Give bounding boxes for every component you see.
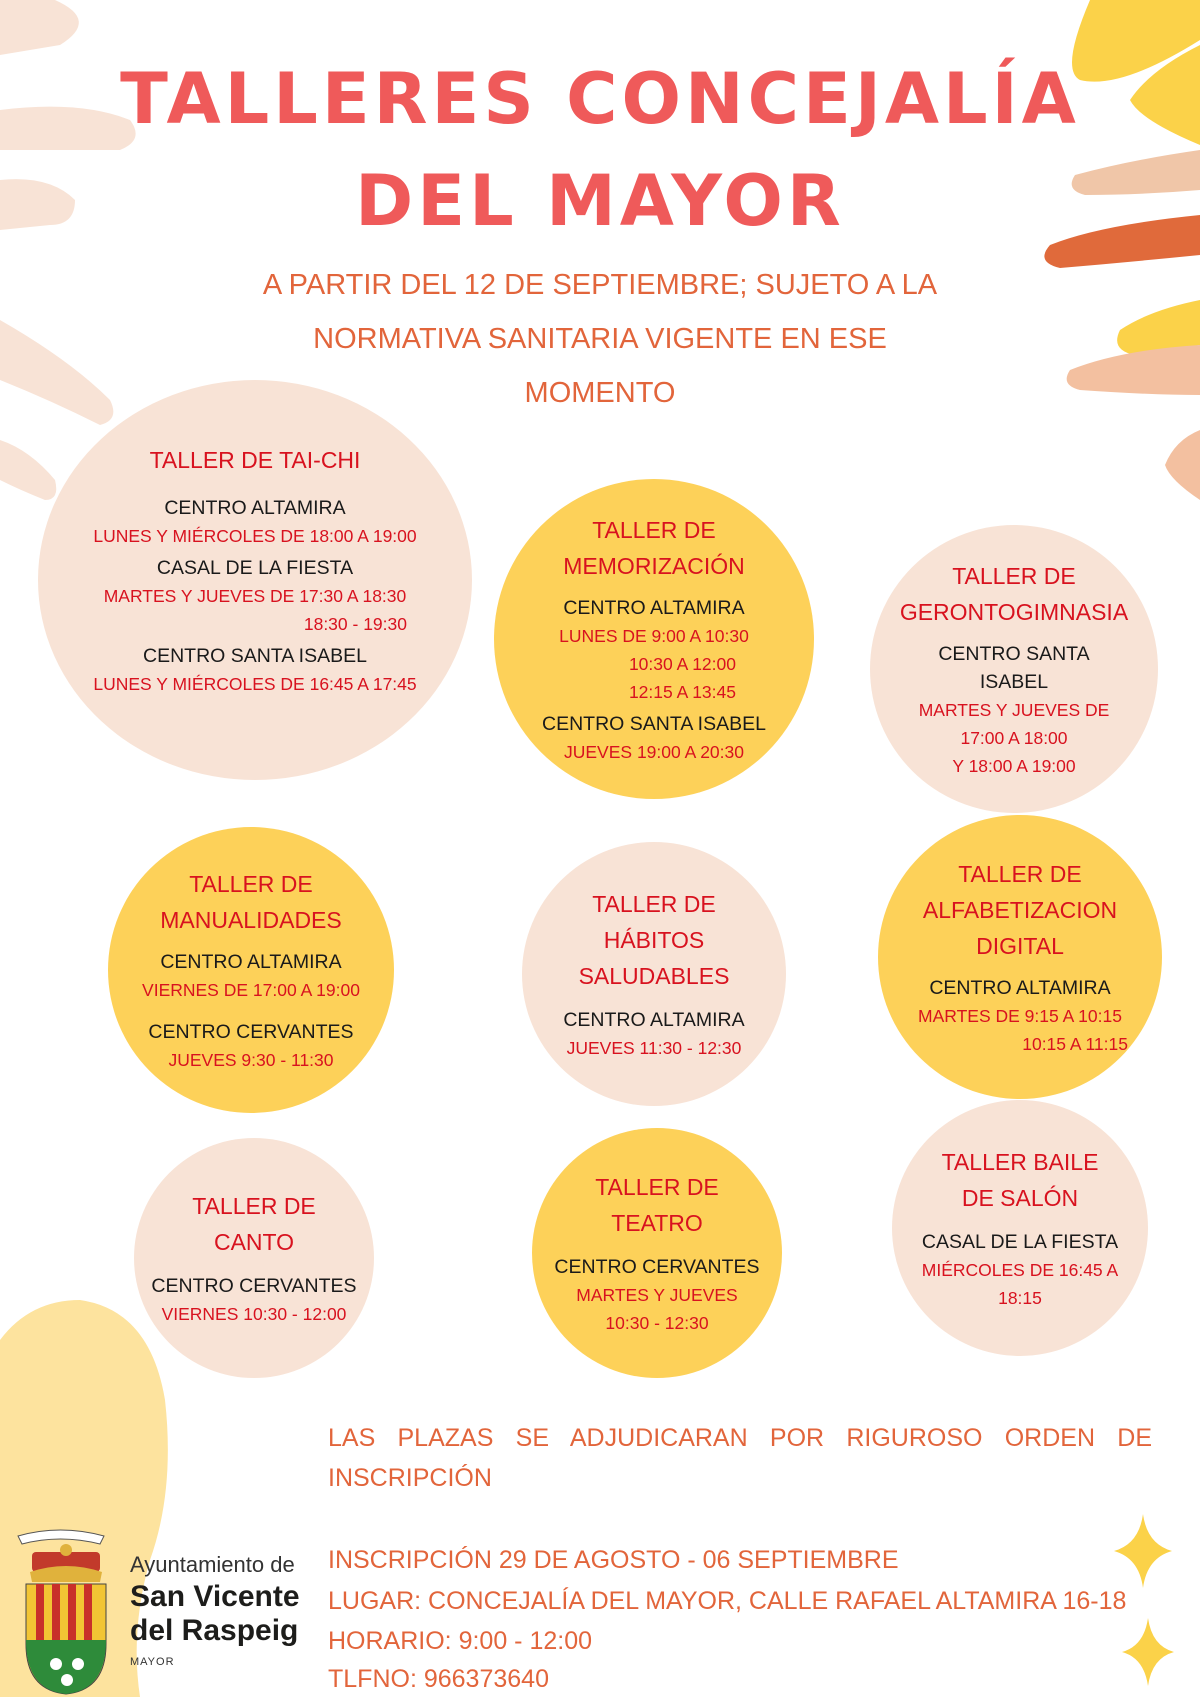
workshop-time: 12:15 A 13:45 xyxy=(628,682,736,702)
workshop-title-line: SALUDABLES xyxy=(578,963,730,989)
subtitle-line2: NORMATIVA SANITARIA VIGENTE EN ESE xyxy=(313,323,887,355)
inscription-dates: INSCRIPCIÓN 29 DE AGOSTO - 06 SEPTIEMBRE xyxy=(328,1546,899,1574)
logo-department: MAYOR xyxy=(130,1656,175,1668)
workshop-time: Y 18:00 A 19:00 xyxy=(952,756,1076,776)
workshop-time: VIERNES DE 17:00 A 19:00 xyxy=(142,980,360,1000)
workshop-title-line: MEMORIZACIÓN xyxy=(563,553,745,579)
workshop-place: CENTRO CERVANTES xyxy=(554,1256,760,1278)
workshop-title xyxy=(563,512,744,584)
workshop-place: CENTRO ALTAMIRA xyxy=(160,951,342,973)
workshop-title-line: TEATRO xyxy=(611,1210,703,1236)
page-title-line2: DEL MAYOR xyxy=(355,160,845,242)
location-info: LUGAR: CONCEJALÍA DEL MAYOR, CALLE RAFAEL ALTAMIRA 16-18 xyxy=(328,1587,1127,1615)
workshop-time: MIÉRCOLES DE 16:45 A xyxy=(921,1260,1119,1280)
workshop-title-line: GERONTOGIMNASIA xyxy=(899,599,1129,625)
workshop-title xyxy=(192,1188,316,1260)
workshop-time: 18:30 - 19:30 xyxy=(303,614,407,634)
workshop-place: CENTRO SANTA ISABEL xyxy=(143,645,367,667)
subtitle-line3: MOMENTO xyxy=(524,377,676,409)
workshop-title-line: DIGITAL xyxy=(976,933,1064,959)
workshop-title: TALLER DE TAI-CHI xyxy=(149,447,361,473)
workshop-title-line: HÁBITOS xyxy=(603,927,705,953)
workshop-habitos-saludables xyxy=(522,842,786,1106)
workshop-title-line: TALLER DE xyxy=(958,861,1082,887)
workshop-place: CENTRO ALTAMIRA xyxy=(929,977,1111,999)
workshop-title xyxy=(900,558,1128,630)
plazas-notice: LAS PLAZAS SE ADJUDICARAN POR RIGUROSO ORDEN DE INSCRIPCIÓN xyxy=(328,1424,1152,1492)
logo-text-line: del Raspeig xyxy=(130,1614,299,1647)
workshop-place: CENTRO CERVANTES xyxy=(151,1275,357,1297)
workshop-time: 10:15 A 11:15 xyxy=(1022,1034,1128,1054)
workshop-taichi xyxy=(38,380,472,780)
workshop-time: LUNES Y MIÉRCOLES DE 18:00 A 19:00 xyxy=(93,526,417,546)
workshop-baile-salon xyxy=(892,1100,1148,1356)
workshop-title-line: DE SALÓN xyxy=(961,1185,1079,1211)
workshop-title xyxy=(160,866,341,938)
phone-info: TLFNO: 966373640 xyxy=(328,1665,549,1693)
workshop-time: JUEVES 9:30 - 11:30 xyxy=(168,1050,334,1070)
workshop-title-line: MANUALIDADES xyxy=(160,907,342,933)
workshop-time: MARTES Y JUEVES DE xyxy=(918,700,1110,720)
workshop-title xyxy=(579,886,730,994)
workshop-title-line: TALLER BAILE xyxy=(941,1149,1099,1175)
workshop-time: JUEVES 11:30 - 12:30 xyxy=(566,1038,742,1058)
schedule-info: HORARIO: 9:00 - 12:00 xyxy=(328,1627,593,1655)
workshop-time: MARTES DE 9:15 A 10:15 xyxy=(918,1006,1122,1026)
workshop-title-line: TALLER DE xyxy=(952,563,1076,589)
workshop-time: LUNES DE 9:00 A 10:30 xyxy=(559,626,749,646)
sparkle-star-icon xyxy=(1114,1514,1172,1588)
workshop-time: LUNES Y MIÉRCOLES DE 16:45 A 17:45 xyxy=(93,674,417,694)
workshop-title xyxy=(923,856,1117,964)
workshop-title-line: TALLER DE xyxy=(192,1193,316,1219)
workshop-title-line: TALLER DE xyxy=(189,871,313,897)
subtitle-line1: A PARTIR DEL 12 DE SEPTIEMBRE; SUJETO A LA xyxy=(262,269,938,301)
workshop-title-line: ALFABETIZACION xyxy=(922,897,1118,923)
logo-text-ayuntamiento: Ayuntamiento de xyxy=(130,1552,295,1577)
workshop-place: CASAL DE LA FIESTA xyxy=(921,1231,1119,1253)
workshop-place: ISABEL xyxy=(979,671,1049,693)
workshop-place: CENTRO ALTAMIRA xyxy=(563,597,745,619)
workshop-title xyxy=(595,1169,719,1241)
workshop-teatro xyxy=(532,1128,782,1378)
workshop-title-line: CANTO xyxy=(213,1229,295,1255)
workshop-memorizacion xyxy=(494,479,814,799)
page-title-line1: TALLERES CONCEJALÍA xyxy=(120,58,1080,140)
workshop-time: MARTES Y JUEVES DE 17:30 A 18:30 xyxy=(103,586,407,606)
logo-text-line: San Vicente xyxy=(130,1580,300,1613)
workshop-canto xyxy=(134,1138,374,1378)
workshop-place: CENTRO SANTA xyxy=(938,643,1090,665)
workshop-time: 17:00 A 18:00 xyxy=(960,728,1068,748)
workshop-title-line: TALLER DE xyxy=(595,1174,719,1200)
workshop-gerontogimnasia xyxy=(870,525,1158,813)
workshop-title-line: TALLER DE xyxy=(592,891,716,917)
workshop-title xyxy=(942,1144,1099,1216)
logo-text-municipality xyxy=(130,1580,300,1648)
workshop-time: 18:15 xyxy=(998,1288,1042,1308)
workshop-place: CASAL DE LA FIESTA xyxy=(156,557,354,579)
workshop-time: MARTES Y JUEVES xyxy=(576,1285,738,1305)
workshop-place: CENTRO ALTAMIRA xyxy=(563,1009,745,1031)
workshop-place: CENTRO ALTAMIRA xyxy=(164,497,346,519)
workshop-time: 10:30 A 12:00 xyxy=(628,654,736,674)
workshop-time: JUEVES 19:00 A 20:30 xyxy=(564,742,744,762)
workshop-place: CENTRO CERVANTES xyxy=(148,1021,354,1043)
workshop-time: 10:30 - 12:30 xyxy=(605,1313,709,1333)
workshop-title-line: TALLER DE xyxy=(592,517,716,543)
workshop-manualidades xyxy=(108,827,394,1113)
workshop-time: VIERNES 10:30 - 12:00 xyxy=(161,1304,347,1324)
sparkle-star-icon xyxy=(1122,1618,1174,1686)
workshop-place: CENTRO SANTA ISABEL xyxy=(542,713,766,735)
workshop-alfabetizacion-digital xyxy=(878,815,1162,1099)
